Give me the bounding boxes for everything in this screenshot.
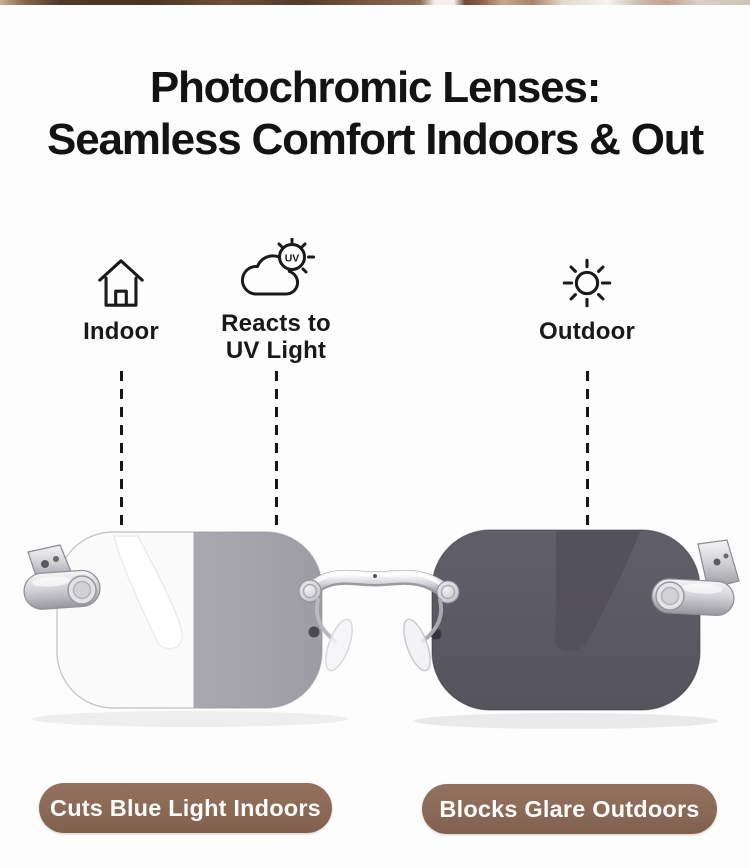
nose-pads	[317, 600, 441, 674]
title-line-1: Photochromic Lenses:	[149, 63, 601, 112]
page-title	[0, 62, 750, 166]
cloud-uv-icon	[191, 236, 361, 304]
title-line-2: Seamless Comfort Indoors & Out	[47, 115, 703, 164]
uv-badge-text: UV	[284, 252, 300, 265]
feature-uv	[191, 236, 361, 364]
right-lens-shadow	[414, 713, 718, 729]
leader-line-outdoor	[586, 371, 589, 529]
leader-line-indoor	[120, 371, 123, 529]
badge-indoor-benefit	[39, 783, 332, 833]
sun-icon	[502, 244, 672, 312]
right-lens	[432, 530, 700, 710]
feature-indoor	[36, 244, 206, 345]
badge-outdoor-benefit	[422, 784, 717, 834]
left-pad-screw	[309, 627, 320, 638]
glasses-photo	[0, 518, 750, 758]
left-lens-shadow	[32, 711, 348, 727]
feature-outdoor	[502, 244, 672, 345]
feature-uv-label-line1: Reacts to	[221, 310, 331, 337]
photo-edge-strip	[0, 0, 750, 5]
feature-indoor-label: Indoor	[83, 318, 159, 345]
badge-indoor-benefit-label: Cuts Blue Light Indoors	[50, 794, 321, 821]
house-icon	[36, 244, 206, 312]
leader-line-uv	[275, 371, 278, 529]
feature-uv-label-line2: UV Light	[225, 337, 327, 364]
feature-outdoor-label: Outdoor	[538, 318, 636, 345]
badge-outdoor-benefit-label: Blocks Glare Outdoors	[439, 795, 700, 822]
left-lens	[57, 532, 322, 708]
feature-uv-label	[191, 310, 361, 364]
